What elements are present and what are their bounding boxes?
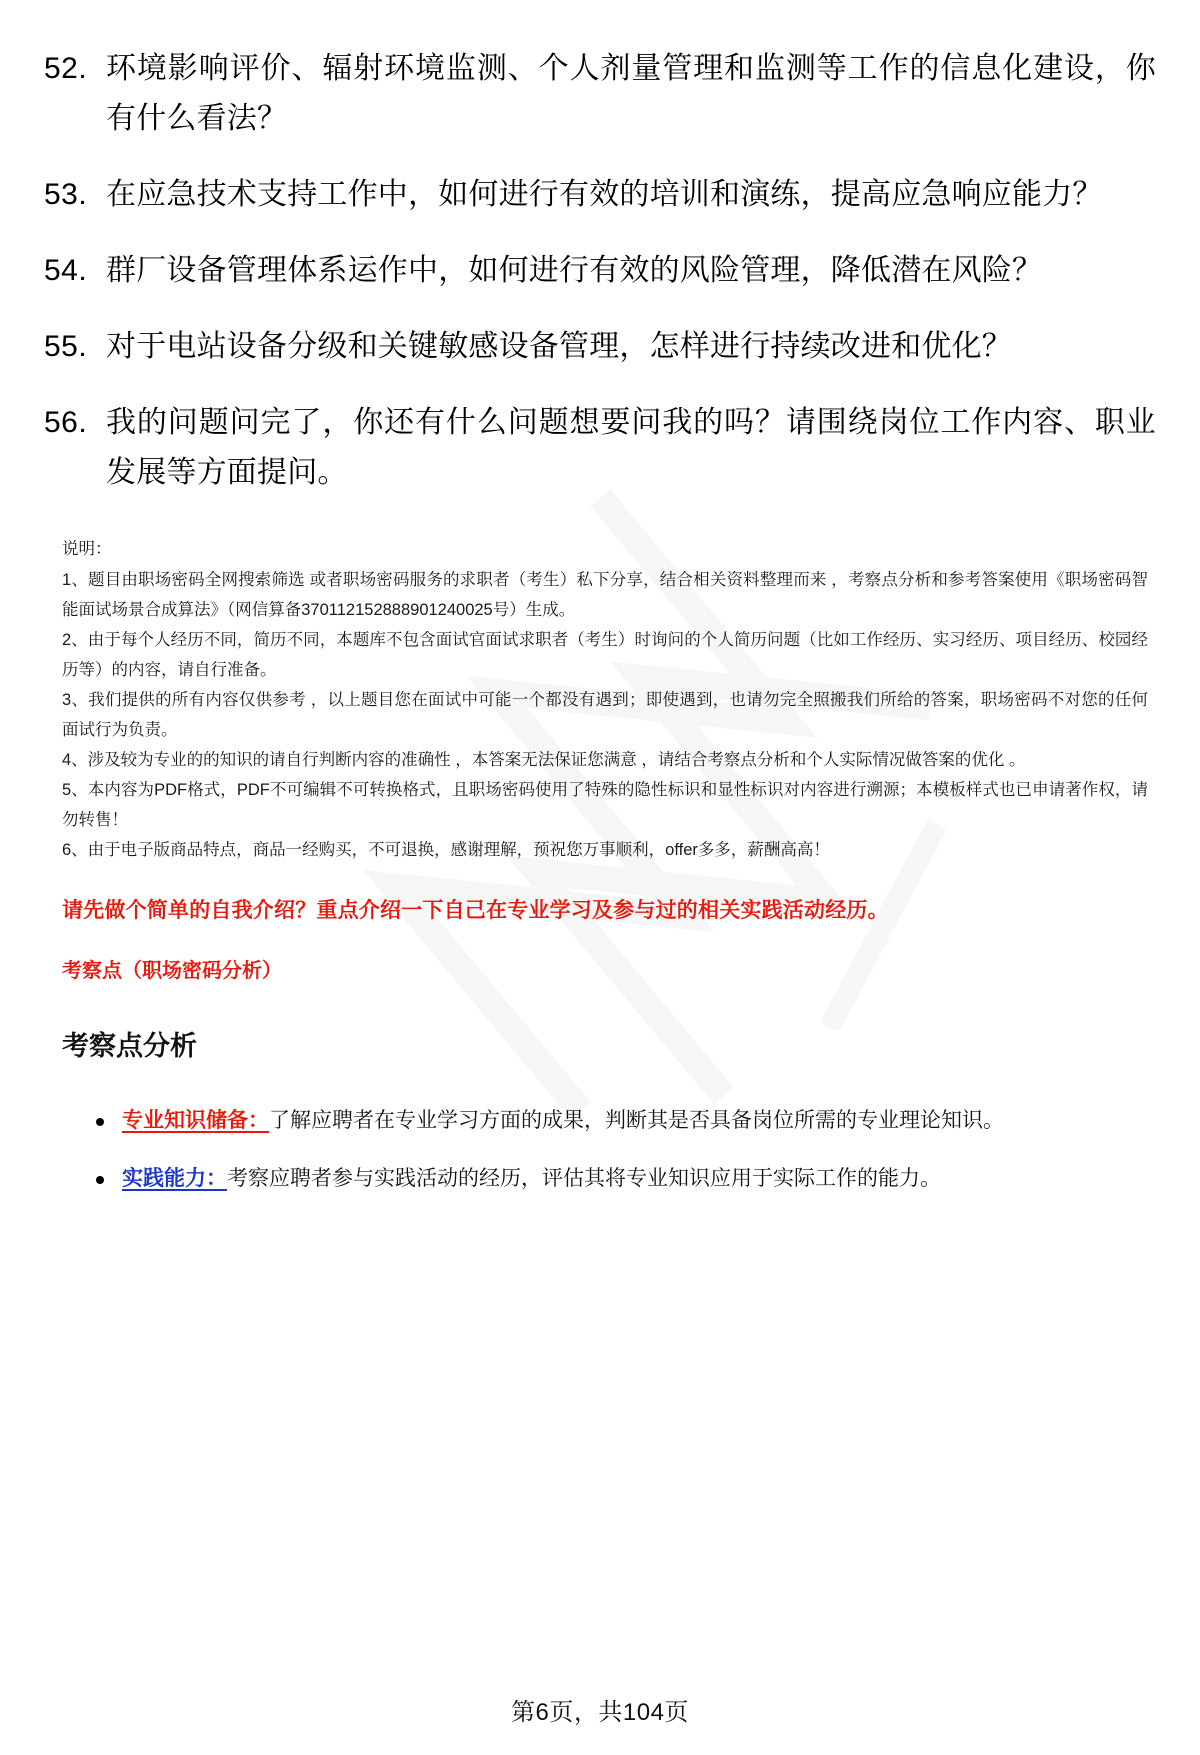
point-text: 考察应聘者参与实践活动的经历，评估其将专业知识应用于实际工作的能力。 xyxy=(227,1167,941,1190)
question-item xyxy=(44,170,1156,220)
question-text: 我的问题问完了，你还有什么问题想要问我的吗？请围绕岗位工作内容、职业发展等方面提问。 xyxy=(106,406,1156,489)
assessment-point-list xyxy=(0,1099,1200,1201)
assessment-analysis-heading: 考察点分析 xyxy=(62,1031,197,1061)
note-item-5: 5、本内容为PDF格式，PDF不可编辑不可转换格式，且职场密码使用了特殊的隐性标识和显性标识对内容进行溯源；本模板样式也已申请著作权，请勿转售！ xyxy=(62,781,1148,829)
assessment-point-red-heading: 考察点（职场密码分析） xyxy=(62,960,282,982)
list-item xyxy=(122,1157,1140,1201)
question-text: 群厂设备管理体系运作中，如何进行有效的风险管理，降低潜在风险？ xyxy=(106,254,1043,287)
question-text: 环境影响评价、辐射环境监测、个人剂量管理和监测等工作的信息化建设，你有什么看法？ xyxy=(106,52,1156,135)
question-number: 54. xyxy=(44,254,88,287)
note-item-3: 3、我们提供的所有内容仅供参考 ，以上题目您在面试中可能一个都没有遇到；即使遇到，也请勿完全照搬我们所给的答案，职场密码不对您的任何面试行为负责。 xyxy=(62,691,1148,739)
question-item xyxy=(44,398,1156,498)
note-item-6: 6、由于电子版商品特点，商品一经购买，不可退换，感谢理解，预祝您万事顺利，offer多多，薪酬高高！ xyxy=(62,841,830,859)
question-item xyxy=(44,246,1156,296)
point-label-professional-knowledge: 专业知识储备： xyxy=(122,1109,269,1132)
question-number: 52. xyxy=(44,52,88,85)
question-item xyxy=(44,322,1156,372)
question-text: 对于电站设备分级和关键敏感设备管理，怎样进行持续改进和优化？ xyxy=(106,330,1012,363)
notes-block xyxy=(0,524,1200,865)
page-footer: 第6页，共104页 xyxy=(511,1699,689,1726)
note-item-1: 1、题目由职场密码全网搜索筛选 或者职场密码服务的求职者（考生）私下分享，结合相关资料整理而来 ，考察点分析和参考答案使用《职场密码智能面试场景合成算法》（网信算备370112152888901240025号）生成。 xyxy=(62,571,1148,619)
question-number: 53. xyxy=(44,178,88,211)
notes-title: 说明： xyxy=(62,540,112,558)
note-item-4: 4、涉及较为专业的的知识的请自行判断内容的准确性 ，本答案无法保证您满意 ，请结合考察点分析和个人实际情况做答案的优化 。 xyxy=(62,751,1026,769)
question-number: 55. xyxy=(44,330,88,363)
question-list xyxy=(0,0,1200,498)
note-item-2: 2、由于每个人经历不同，简历不同，本题库不包含面试官面试求职者（考生）时询问的个人简历问题（比如工作经历、实习经历、项目经历、校园经历等）的内容，请自行准备。 xyxy=(62,631,1148,679)
question-text: 在应急技术支持工作中，如何进行有效的培训和演练，提高应急响应能力？ xyxy=(106,178,1103,211)
point-label-practical-ability: 实践能力： xyxy=(122,1167,227,1190)
point-text: 了解应聘者在专业学习方面的成果，判断其是否具备岗位所需的专业理论知识。 xyxy=(269,1109,1004,1132)
question-item xyxy=(44,44,1156,144)
list-item xyxy=(122,1099,1140,1143)
question-number: 56. xyxy=(44,406,88,439)
self-introduction-prompt: 请先做个简单的自我介绍？重点介绍一下自己在专业学习及参与过的相关实践活动经历。 xyxy=(62,899,889,922)
